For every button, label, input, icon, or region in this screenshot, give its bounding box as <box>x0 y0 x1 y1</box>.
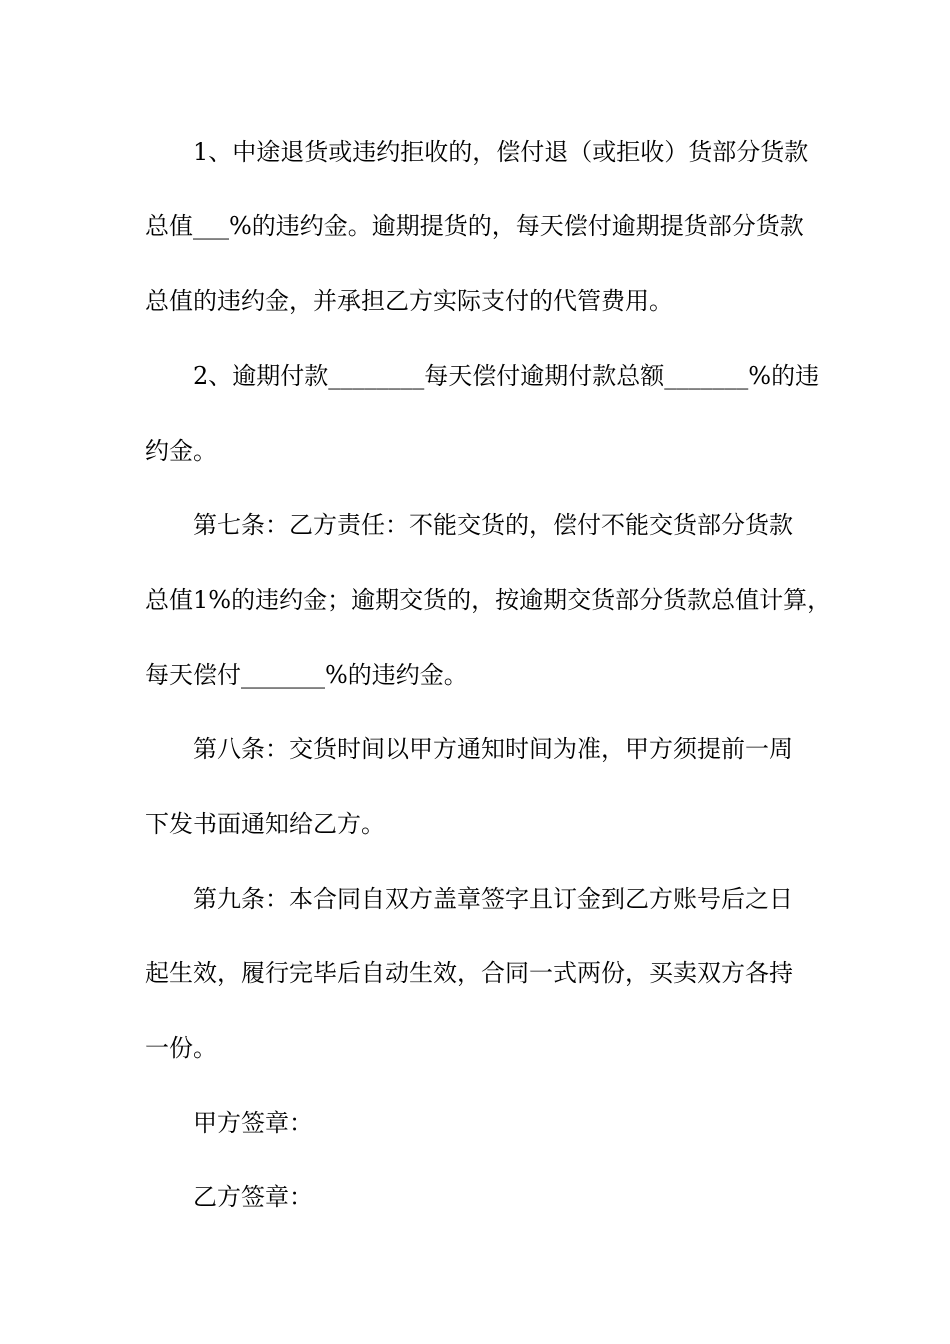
clause-2-line-2: 约金。 <box>145 437 217 465</box>
article-7-line-3: 每天偿付_______%的违约金。 <box>145 661 468 689</box>
party-b-signature-label: 乙方签章： <box>193 1183 313 1211</box>
clause-1-line-2: 总值___%的违约金。逾期提货的，每天偿付逾期提货部分货款 <box>145 212 804 240</box>
clause-1-line-1: 1、中途退货或违约拒收的，偿付退（或拒收）货部分货款 <box>193 138 809 166</box>
article-8-line-1: 第八条：交货时间以甲方通知时间为准，甲方须提前一周 <box>193 735 793 763</box>
article-7-line-1: 第七条：乙方责任：不能交货的，偿付不能交货部分货款 <box>193 511 793 539</box>
article-9-line-2: 起生效，履行完毕后自动生效，合同一式两份，买卖双方各持 <box>145 959 793 987</box>
article-9-line-3: 一份。 <box>145 1034 217 1062</box>
party-a-signature-label: 甲方签章： <box>193 1109 313 1137</box>
article-8-line-2: 下发书面通知给乙方。 <box>145 810 385 838</box>
clause-1-line-3: 总值的违约金，并承担乙方实际支付的代管费用。 <box>145 287 673 315</box>
article-7-line-2: 总值1%的违约金；逾期交货的，按逾期交货部分货款总值计算， <box>145 586 832 614</box>
article-9-line-1: 第九条：本合同自双方盖章签字且订金到乙方账号后之日 <box>193 885 793 913</box>
clause-2-line-1: 2、逾期付款________每天偿付逾期付款总额_______%的违 <box>193 362 820 390</box>
